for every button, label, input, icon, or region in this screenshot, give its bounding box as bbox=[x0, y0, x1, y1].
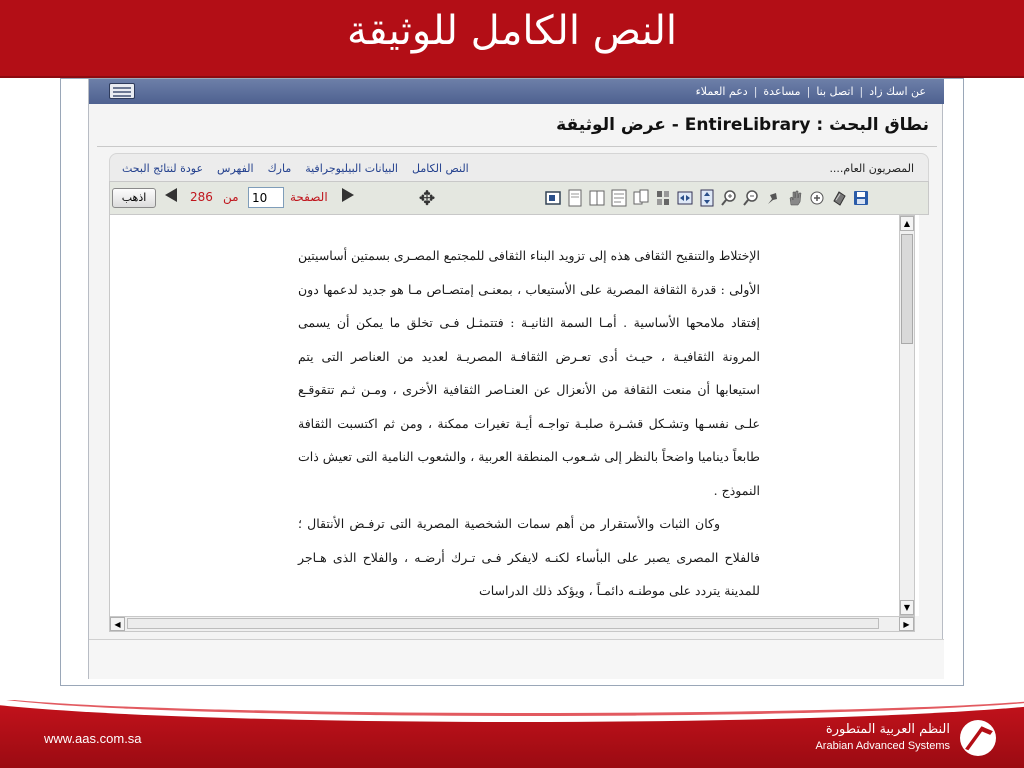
page-number-input[interactable] bbox=[248, 187, 284, 208]
hand-tool-icon[interactable] bbox=[786, 188, 804, 208]
scroll-down-icon[interactable]: ▼ bbox=[900, 600, 914, 615]
rotate-icon[interactable] bbox=[830, 188, 848, 208]
fit-height-icon[interactable] bbox=[698, 188, 716, 208]
brand-name-english: Arabian Advanced Systems bbox=[815, 740, 950, 752]
scroll-up-icon[interactable]: ▲ bbox=[900, 216, 914, 231]
thumbnails-icon[interactable] bbox=[654, 188, 672, 208]
zoom-out-icon[interactable] bbox=[742, 188, 760, 208]
nav-about[interactable]: عن اسك زاد bbox=[869, 85, 926, 98]
pin-icon[interactable] bbox=[764, 188, 782, 208]
fit-width-icon[interactable] bbox=[676, 188, 694, 208]
slide-footer bbox=[0, 700, 1024, 768]
tab-back-to-results[interactable]: عودة لنتائج البحث bbox=[122, 162, 204, 175]
company-logo-icon bbox=[960, 720, 996, 756]
keyboard-icon[interactable] bbox=[109, 83, 135, 99]
library-app-window bbox=[88, 79, 943, 679]
of-label: من bbox=[223, 190, 239, 204]
tool-icon-group bbox=[544, 188, 870, 208]
nav-help[interactable]: مساعدة bbox=[763, 85, 801, 98]
go-button[interactable]: اذهب bbox=[112, 188, 156, 208]
vertical-scrollbar[interactable] bbox=[899, 215, 915, 616]
document-title: المصريون العام.... bbox=[829, 162, 914, 175]
nav-separator: | bbox=[806, 85, 811, 98]
nav-contact[interactable]: اتصل بنا bbox=[816, 85, 854, 98]
text-view-icon[interactable] bbox=[610, 188, 628, 208]
add-icon[interactable] bbox=[808, 188, 826, 208]
window-bottom-area bbox=[89, 639, 944, 679]
viewer-tabs bbox=[122, 162, 469, 175]
nav-separator: | bbox=[859, 85, 864, 98]
zoom-in-icon[interactable] bbox=[720, 188, 738, 208]
top-navigation-bar bbox=[89, 79, 944, 104]
page-heading: نطاق البحث : EntireLibrary - عرض الوثيقة bbox=[556, 115, 929, 135]
brand-name-arabic: النظم العربية المتطورة bbox=[825, 722, 950, 737]
page-label: الصفحة bbox=[290, 190, 328, 204]
website-url[interactable]: www.aas.com.sa bbox=[44, 731, 142, 746]
save-icon[interactable] bbox=[852, 188, 870, 208]
document-text bbox=[298, 239, 760, 608]
slide-title: النص الكامل للوثيقة bbox=[346, 8, 678, 54]
viewer-toolbar bbox=[109, 181, 929, 215]
scroll-right-icon[interactable]: ▶ bbox=[899, 617, 914, 631]
document-page bbox=[109, 215, 919, 616]
document-paragraph: الإختلاط والتنقيح الثقافى هذه إلى تزويد البناء الثقافى للمجتمع المصـرى بسمتين أساسيتين الأولى : قدرة الثقافة المصرية على الأستيعاب ، بمعنـى إمتصـاص مـا هو جديد لدعمها دون إفتقاد ملامحها الأساسية . أمـا السمة الثانيـة : فتتمثـل فـى تخلق ما يمكن أن يسمى المرونة الثقافيـة ، حيـث أدى تعـرض الثقافـة المصريـة لعديد من العناصر التى يتم استيعابها أن منعت الثقافة من الأنعزال عن العنـاصر الثقافية الأخرى ، ومـن ثـم تتقوقـع علـى نفسـها وتشـكل قشـرة صلبـة تواجـه أيـة تغيرات ممكنة ، ومن ثم اكتسبت الثقافة طابعاً ديناميا واضحاً بالنظر إلى شـعوب المنطقة العربية ، والشعوب النامية التى تعيش ذات النموذج . bbox=[298, 248, 760, 498]
facing-pages-icon[interactable] bbox=[632, 188, 650, 208]
title-banner bbox=[0, 0, 1024, 78]
heading-divider bbox=[97, 146, 937, 147]
scroll-left-icon[interactable]: ◀ bbox=[110, 617, 125, 631]
two-page-icon[interactable] bbox=[588, 188, 606, 208]
nav-separator: | bbox=[753, 85, 758, 98]
total-pages: 286 bbox=[190, 190, 213, 204]
previous-page-icon[interactable] bbox=[165, 188, 177, 202]
viewer-header bbox=[109, 153, 929, 181]
horizontal-scrollbar[interactable] bbox=[109, 616, 915, 632]
tab-index[interactable]: الفهرس bbox=[217, 162, 254, 175]
export-icon[interactable] bbox=[544, 188, 562, 208]
horizontal-scroll-thumb[interactable] bbox=[127, 618, 879, 629]
nav-customer-support[interactable]: دعم العملاء bbox=[695, 85, 748, 98]
tab-full-text[interactable]: النص الكامل bbox=[411, 162, 469, 175]
next-page-icon[interactable] bbox=[342, 188, 354, 202]
vertical-scroll-thumb[interactable] bbox=[901, 234, 913, 344]
tab-bibliographic-data[interactable]: البيانات البيليوجرافية bbox=[305, 162, 398, 175]
move-icon[interactable]: ✥ bbox=[418, 186, 436, 210]
tab-marc[interactable]: مارك bbox=[267, 162, 292, 175]
page-icon[interactable] bbox=[566, 188, 584, 208]
document-paragraph: وكان الثبات والأستقرار من أهم سمات الشخصية المصرية التى ترفـض الأنتقال ؛ فالفلاح المصرى يصبر على البأساء لكنـه لايفكر فـى تـرك أرضـه ، والفلاح الذى هـاجر للمدينة يتردد على موطنـه دائمـاً ، ويؤكد ذلك الدراسات bbox=[298, 516, 760, 598]
